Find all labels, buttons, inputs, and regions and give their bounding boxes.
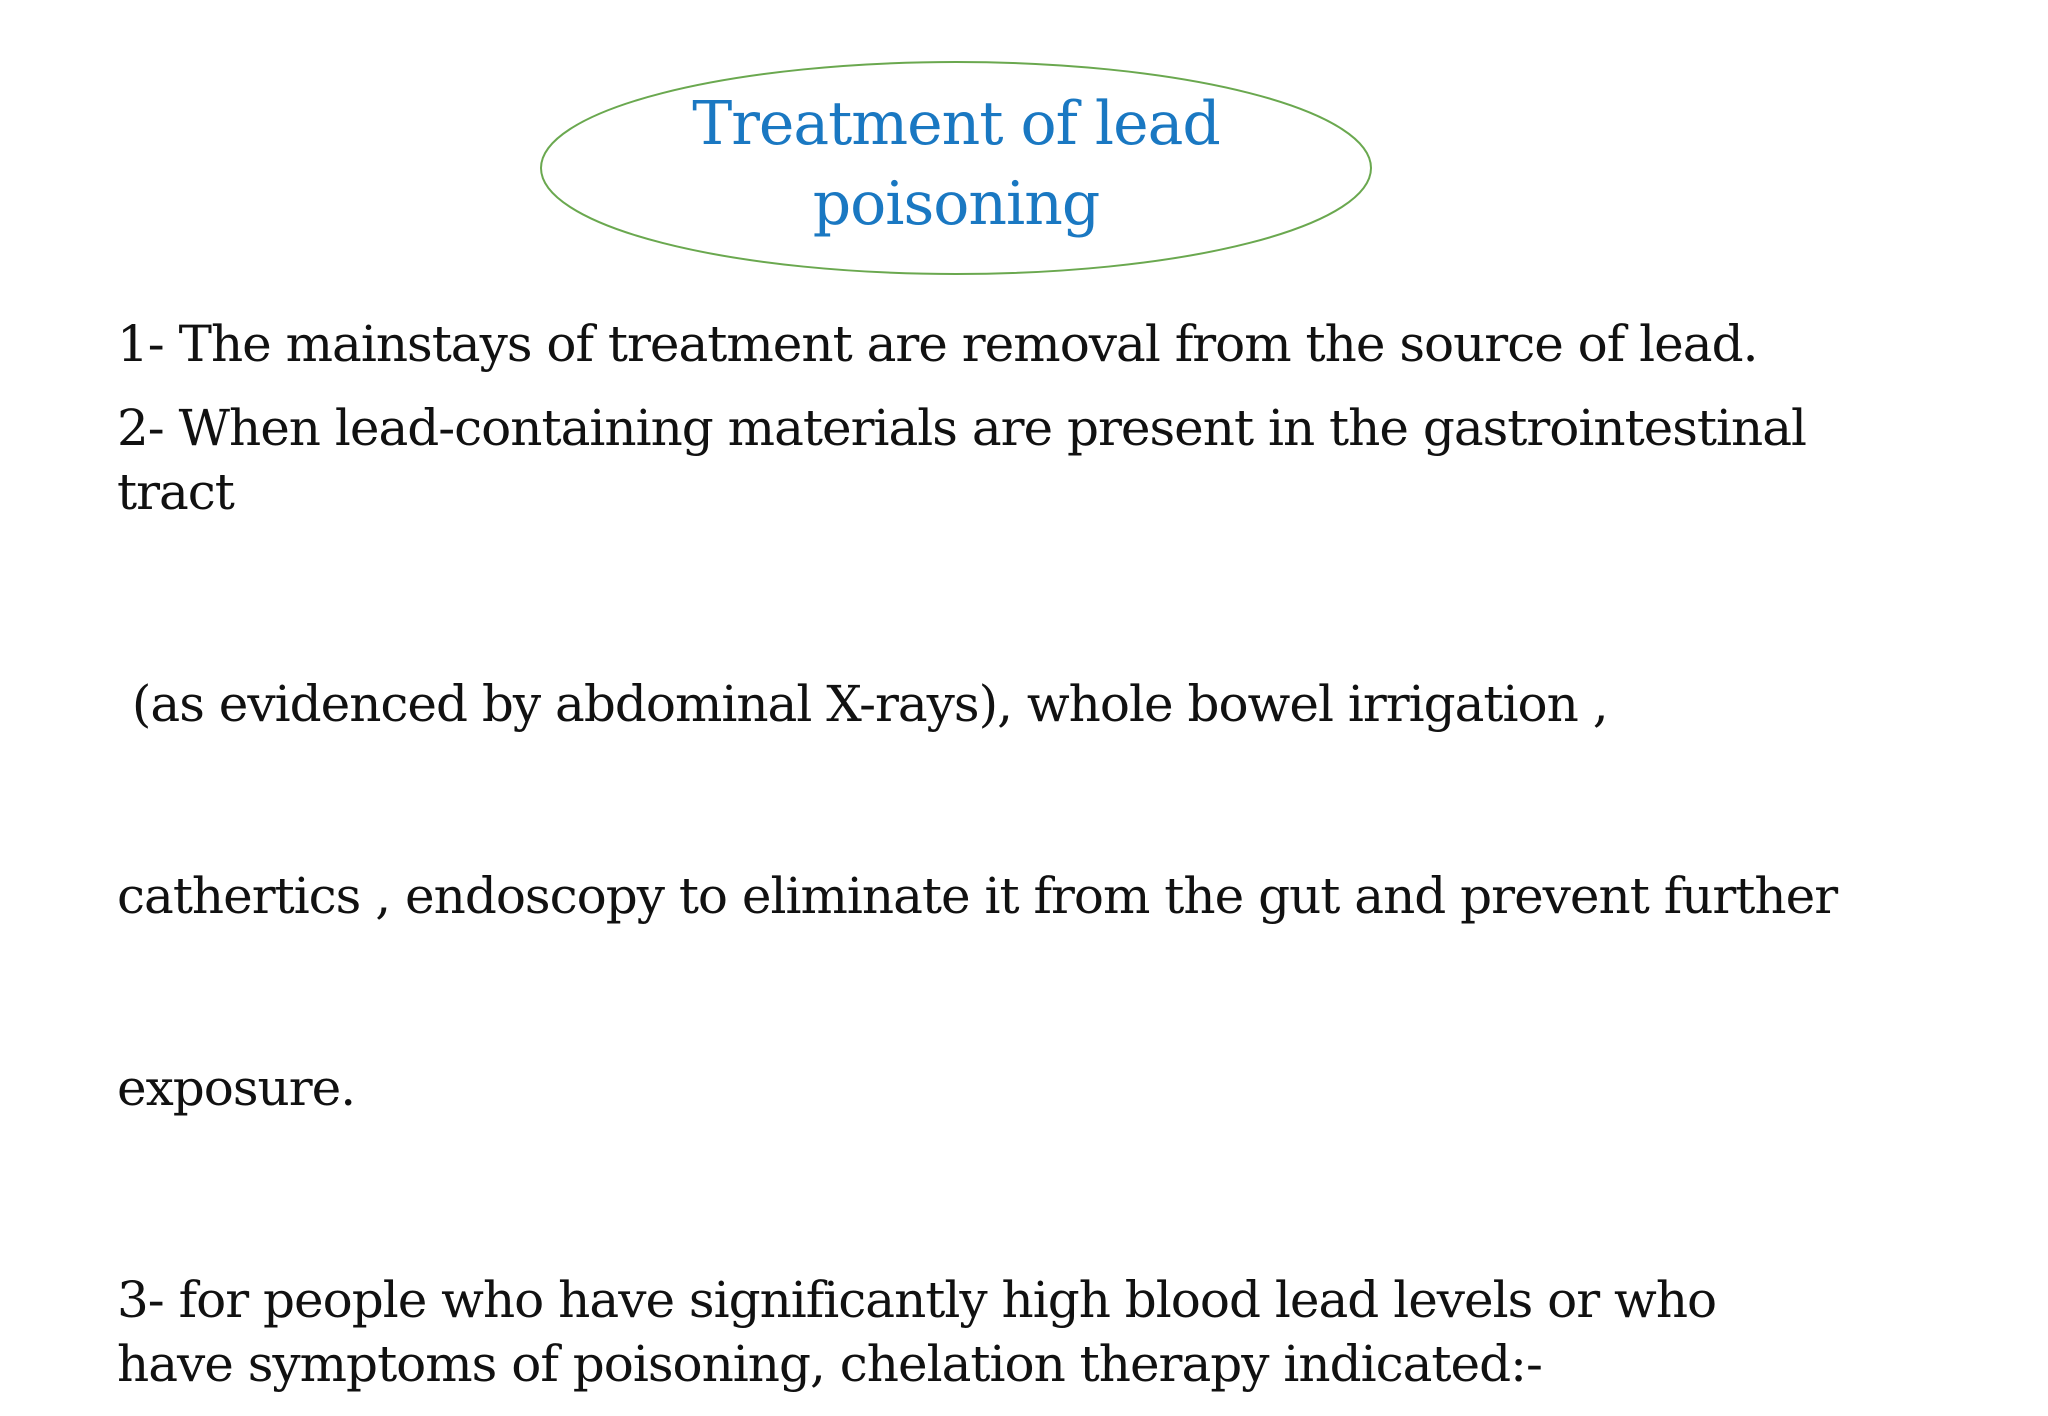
paragraph-line: have symptoms of poisoning, chelation therapy indicated:- (117, 1335, 1542, 1393)
paragraph-2 (117, 396, 1837, 524)
paragraph-line: exposure. (117, 1059, 356, 1117)
title-oval (538, 60, 1374, 276)
paragraph-line: 3- for people who have significantly high blood lead levels or who (117, 1271, 1717, 1329)
paragraph-line: cathertics , endoscopy to eliminate it from the gut and prevent further (117, 867, 1838, 925)
body-text (117, 312, 1837, 1416)
paragraph-4 (117, 1268, 1837, 1396)
paragraph-1 (117, 312, 1837, 376)
paragraph-line: (as evidenced by abdominal X-rays), whole bowel irrigation , (117, 675, 1608, 733)
paragraph-line: 1- The mainstays of treatment are removal from the source of lead. (117, 315, 1758, 373)
title-line-2: poisoning (812, 169, 1100, 239)
slide-title (538, 84, 1374, 244)
paragraph-3 (117, 544, 1837, 1248)
title-line-1: Treatment of lead (692, 89, 1220, 159)
paragraph-line: tract (117, 463, 234, 521)
paragraph-line: 2- When lead-containing materials are present in the gastrointestinal (117, 399, 1807, 457)
